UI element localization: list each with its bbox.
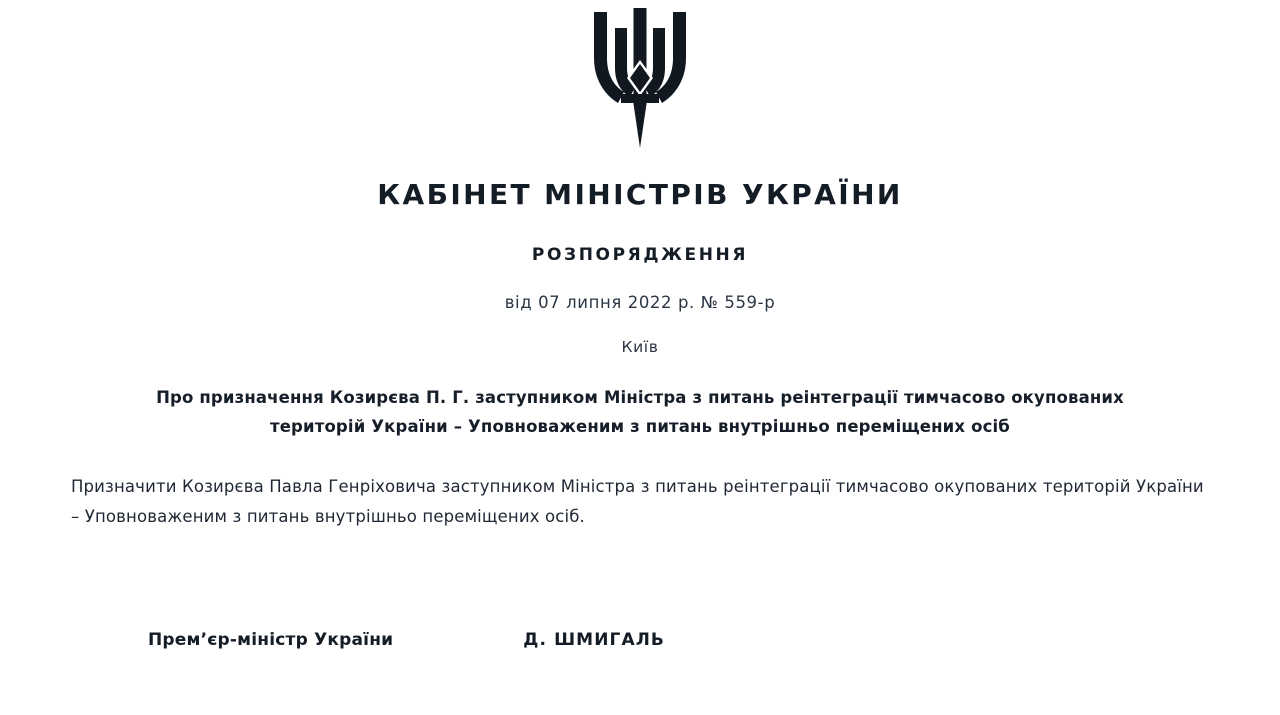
ukrainian-trident-coat-of-arms-icon [588, 8, 692, 148]
document-city: Київ [621, 338, 659, 356]
document-body-text: Призначити Козирєва Павла Генріховича заступником Міністра з питань реінтеграції тимчасово окупованих територій України – Уповноваженим з питань внутрішньо переміщених осіб. [71, 476, 1204, 527]
document-type: РОЗПОРЯДЖЕННЯ [531, 245, 749, 265]
signature-block [0, 630, 1280, 650]
emblem-container [0, 0, 1280, 148]
organization-title: КАБІНЕТ МІНІСТРІВ УКРАЇНИ [377, 178, 903, 211]
signatory-name: Д. ШМИГАЛЬ [523, 630, 665, 650]
document-date-number: від 07 липня 2022 р. № 559-р [504, 293, 776, 312]
document-subject: Про призначення Козирєва П. Г. заступником Міністра з питань реінтеграції тимчасово окупованих територій України – Уповноваженим з питань внутрішньо переміщених осіб [156, 388, 1124, 436]
signatory-title: Прем’єр-міністр України [148, 630, 394, 650]
